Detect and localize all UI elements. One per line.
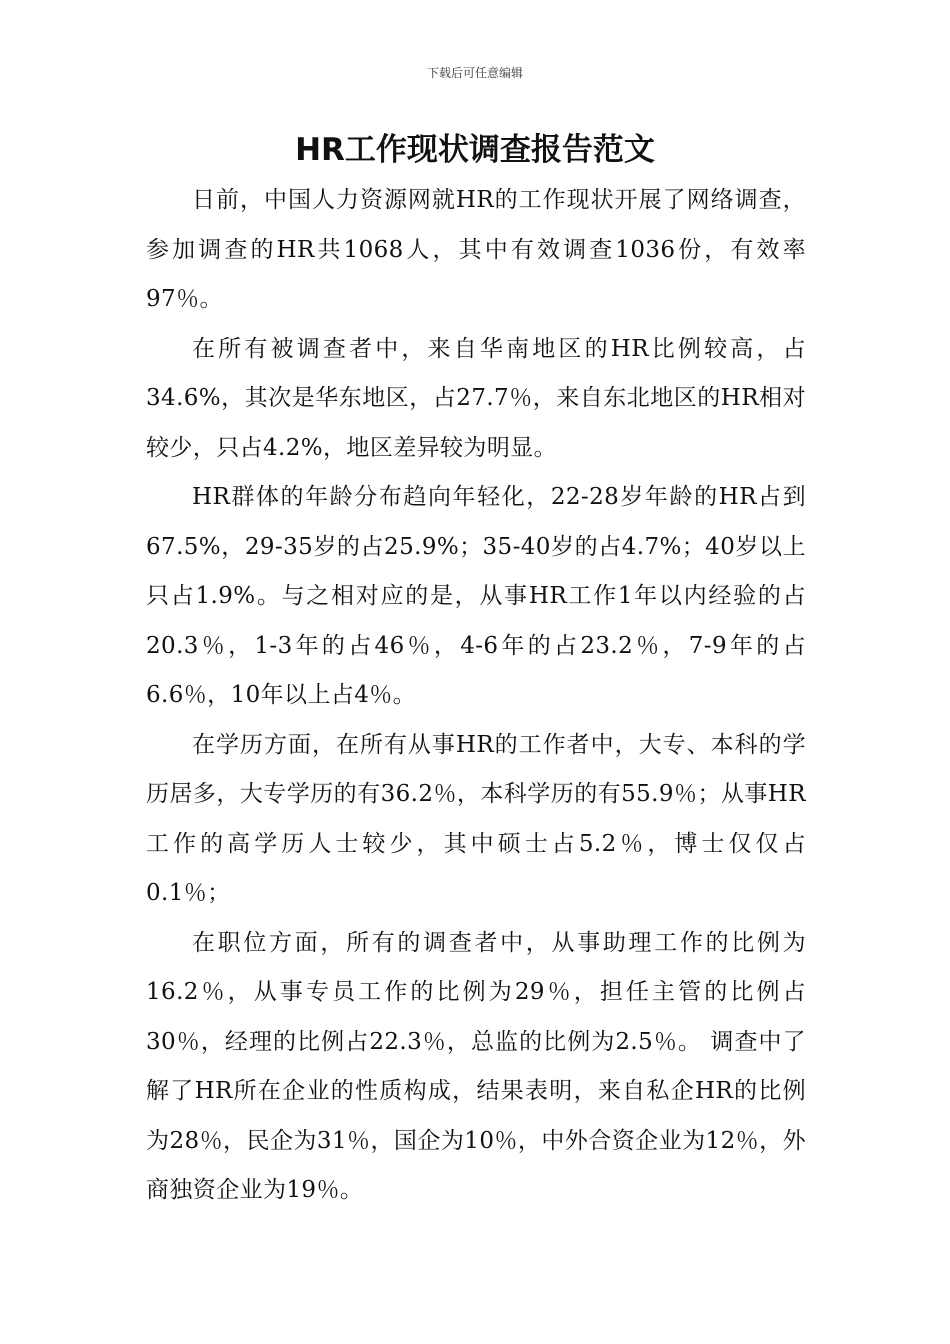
document-title: HR工作现状调查报告范文	[295, 132, 655, 168]
paragraph-region: 在所有被调查者中，来自华南地区的HR比例较高，占34.6%，其次是华东地区，占27.7％，来自东北地区的HR相对较少，只占4.2%，地区差异较为明显。	[146, 335, 806, 461]
paragraph-survey-overview: 日前，中国人力资源网就HR的工作现状开展了网络调查，参加调查的HR共1068人，其中有效调查1036份，有效率97％。	[146, 187, 806, 312]
header-note: 下载后可任意编辑	[426, 66, 523, 80]
paragraph-education: 在学历方面，在所有从事HR的工作者中，大专、本科的学历居多，大专学历的有36.2％，本科学历的有55.9％；从事HR工作的高学历人士较少，其中硕士占5.2％，博士仅仅占0.1％；	[146, 731, 806, 906]
paragraph-position-company: 在职位方面，所有的调查者中，从事助理工作的比例为16.2％，从事专员工作的比例为29％，担任主管的比例占30％，经理的比例占22.3％，总监的比例为2.5％。 调查中了解了HR所在企业的性质构成，结果表明，来自私企HR的比例为28％，民企为31％，国企为10％，中外合资企业为12％，外商独资企业为19％。	[146, 929, 806, 1203]
paragraph-age-experience: HR群体的年龄分布趋向年轻化，22-28岁年龄的HR占到67.5%，29-35岁的占25.9%；35-40岁的占4.7%；40岁以上只占1.9%。与之相对应的是，从事HR工作1年以内经验的占20.3％，1-3年的占46％，4-6年的占23.2％，7-9年的占6.6％，10年以上占4％。	[146, 484, 806, 708]
document-body	[146, 176, 806, 1216]
